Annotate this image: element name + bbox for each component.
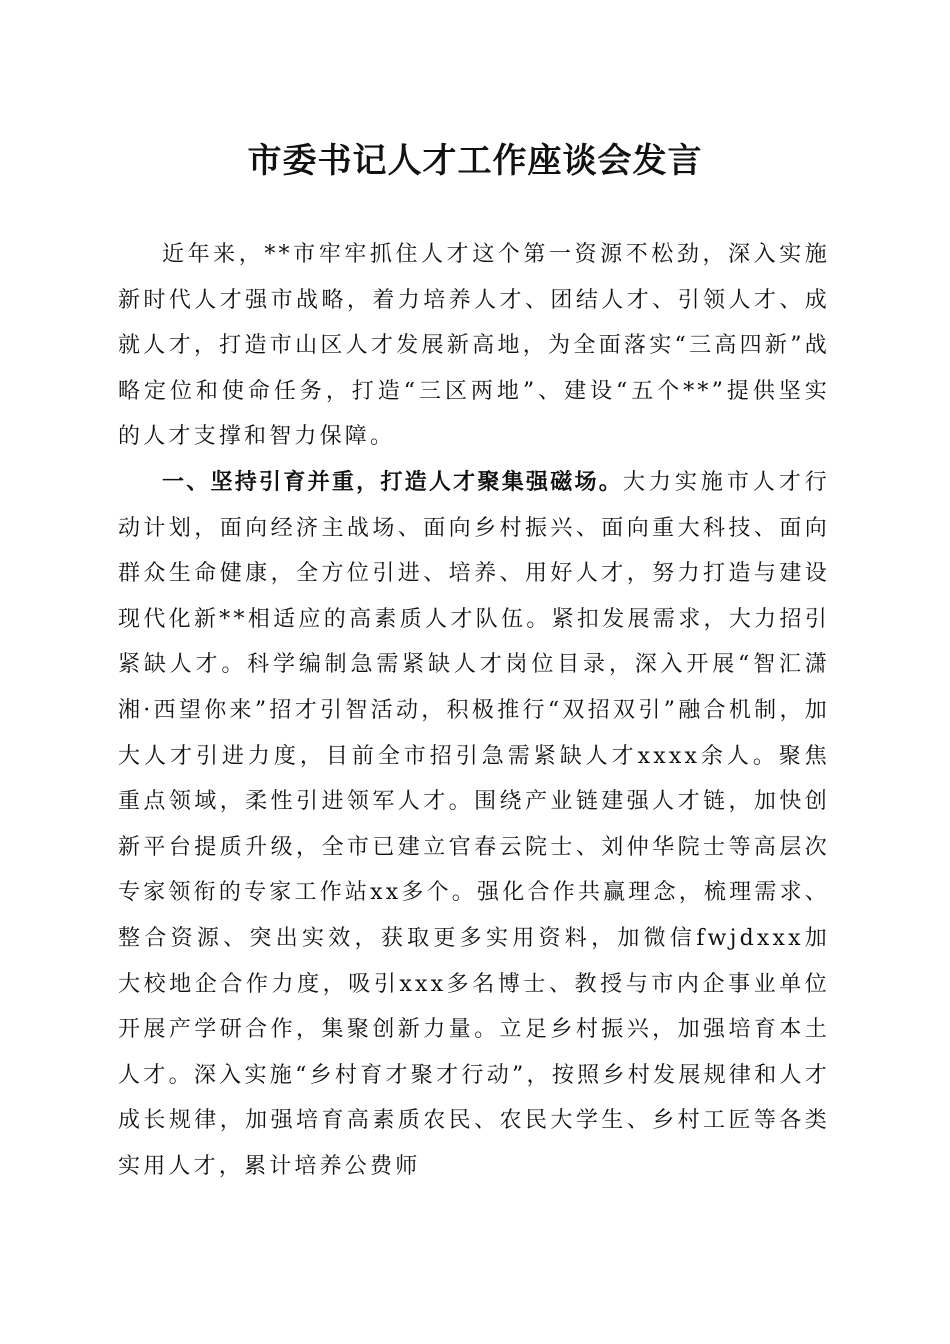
section-one-paragraph [118,460,830,1190]
section-one-heading: 一、坚持引育并重，打造人才聚集强磁场。 [162,469,624,495]
section-one-text: 大力实施市人才行动计划，面向经济主战场、面向乡村振兴、面向重大科技、面向群众生命健康，全方位引进、培养、用好人才，努力打造与建设现代化新**相适应的高素质人才队伍。紧扣发展需求，大力招引紧缺人才。科学编制急需紧缺人才岗位目录，深入开展“智汇潇湘·西望你来”招才引智活动，积极推行“双招双引”融合机制，加大人才引进力度，目前全市招引急需紧缺人才xxxx余人。聚焦重点领域，柔性引进领军人才。围绕产业链建强人才链，加快创新平台提质升级，全市已建立官春云院士、刘仲华院士等高层次专家领衔的专家工作站xx多个。强化合作共赢理念，梳理需求、整合资源、突出实效，获取更多实用资料，加微信fwjdxxx加大校地企合作力度，吸引xxx多名博士、教授与市内企事业单位开展产学研合作，集聚创新力量。立足乡村振兴，加强培育本土人才。深入实施“乡村育才聚才行动”，按照乡村发展规律和人才成长规律，加强培育高素质农民、农民大学生、乡村工匠等各类实用人才，累计培养公费师 [118,469,830,1179]
intro-paragraph-text: 近年来，**市牢牢抓住人才这个第一资源不松劲，深入实施新时代人才强市战略，着力培养人才、团结人才、引领人才、成就人才，打造市山区人才发展新高地，为全面落实“三高四新”战略定位和使命任务，打造“三区两地”、建设“五个**”提供坚实的人才支撑和智力保障。 [118,242,830,450]
intro-paragraph [118,232,830,460]
document-title: 市委书记人才工作座谈会发言 [247,141,703,181]
document-body [118,232,830,1189]
